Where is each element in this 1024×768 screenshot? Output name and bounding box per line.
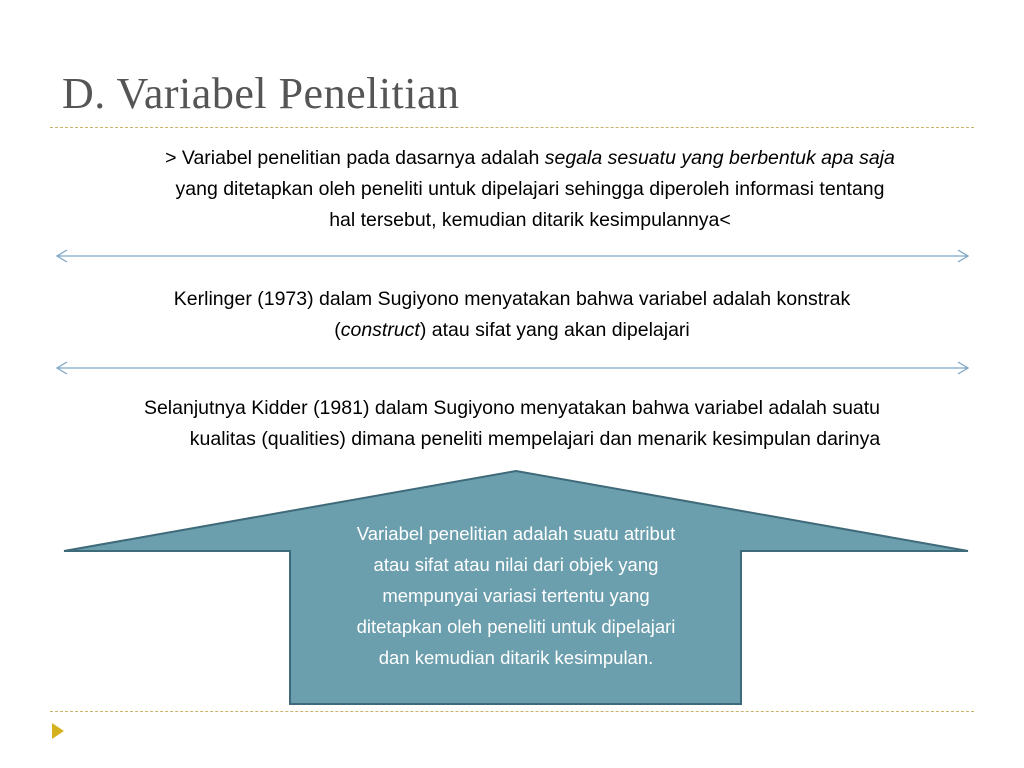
kidder-paragraph [62, 393, 962, 455]
kerlinger-paragraph [62, 284, 962, 346]
kerlinger-line-1: Kerlinger (1973) dalam Sugiyono menyatakan bahwa variabel adalah konstrak [173, 288, 851, 310]
triangle-bullet-icon [50, 720, 66, 742]
double-arrow-icon [55, 248, 970, 264]
callout-text [300, 518, 732, 673]
construct-italic: construct [340, 319, 420, 341]
bottom-divider [50, 711, 974, 712]
kerlinger-line-2: (construct) atau sifat yang akan dipelajari [334, 319, 690, 341]
slide-title: D. Variabel Penelitian [62, 69, 460, 118]
quote-line-2: yang ditetapkan oleh peneliti untuk dipelajari sehingga diperoleh informasi tentang [175, 178, 885, 200]
quote-paragraph [80, 143, 980, 236]
kidder-line-1: Selanjutnya Kidder (1981) dalam Sugiyono menyatakan bahwa variabel adalah suatu [143, 397, 881, 419]
callout-line: Variabel penelitian adalah suatu atribut [356, 523, 676, 544]
quote-line-3: hal tersebut, kemudian ditarik kesimpulannya< [329, 209, 731, 231]
callout-line: ditetapkan oleh peneliti untuk dipelajari [356, 616, 676, 637]
double-arrow-icon [55, 360, 970, 376]
callout-line: atau sifat atau nilai dari objek yang [373, 554, 659, 575]
quote-italic: segala sesuatu yang berbentuk apa saja [544, 147, 895, 169]
top-divider [50, 127, 974, 128]
kidder-line-2: kualitas (qualities) dimana peneliti mempelajari dan menarik kesimpulan darinya [189, 428, 881, 450]
callout-line: dan kemudian ditarik kesimpulan. [378, 647, 654, 668]
quote-line-1: > Variabel penelitian pada dasarnya adalah segala sesuatu yang berbentuk apa saja [165, 147, 895, 169]
callout-line: mempunyai variasi tertentu yang [382, 585, 650, 606]
